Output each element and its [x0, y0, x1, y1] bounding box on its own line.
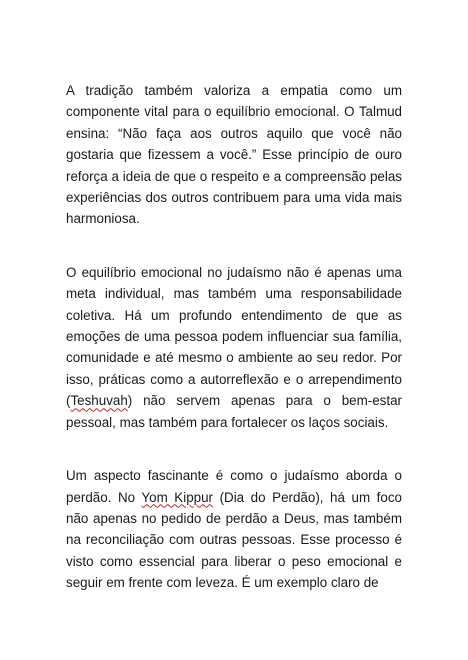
paragraph-text: (Dia do Perdão), há um foco não apenas no pedido de perdão a Deus, mas também na reconciliação com outras pessoas. Esse processo é visto como essencial para liberar o peso emocional e seguir em frente com leveza. É um exemplo claro de — [66, 489, 402, 591]
paragraph-text: ) não servem apenas para o bem-estar pessoal, mas também para fortalecer os laços sociais. — [66, 393, 402, 430]
misspelled-word-teshuvah[interactable]: Teshuvah — [70, 393, 128, 409]
paragraph-collective-responsibility[interactable] — [66, 262, 402, 433]
document-body[interactable] — [66, 80, 402, 594]
misspelled-word-yom-kippur[interactable]: Yom Kippur — [141, 489, 213, 505]
paragraph-text: O equilíbrio emocional no judaísmo não é apenas uma meta individual, mas também uma responsabilidade coletiva. Há um profundo entendimento de que as emoções de uma pessoa podem influenciar sua família, comunidade e até mesmo o ambiente ao seu redor. Por isso, práticas como a autorreflexão e o arrependimento ( — [66, 264, 402, 409]
paragraph-forgiveness[interactable] — [66, 465, 402, 593]
paragraph-text: Um aspecto fascinante é como o judaísmo aborda o perdão. No — [66, 468, 402, 505]
paragraph-text: A tradição também valoriza a empatia como um componente vital para o equilíbrio emocional. O Talmud ensina: “Não faça aos outros aquilo que você não gostaria que fizessem a você.” Esse princípio de ouro reforça a ideia de que o respeito e a compreensão pelas experiências dos outros contribuem para uma vida mais harmoniosa. — [66, 83, 402, 227]
paragraph-empathy[interactable] — [66, 80, 402, 230]
